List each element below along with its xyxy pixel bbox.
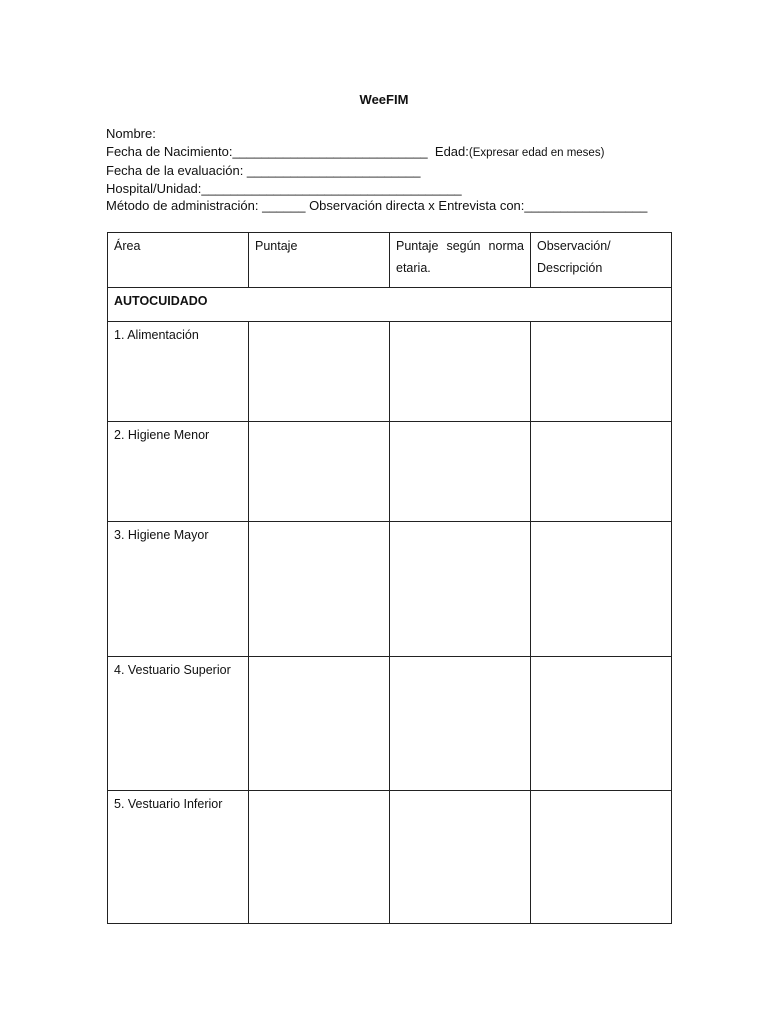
header-area: Área <box>108 233 249 288</box>
field-edad-note: (Expresar edad en meses) <box>468 146 605 159</box>
norma-cell[interactable] <box>390 422 531 522</box>
observacion-cell[interactable] <box>531 657 672 791</box>
observacion-cell[interactable] <box>531 322 672 422</box>
observacion-cell[interactable] <box>531 791 672 924</box>
field-fecha-nacimiento-line <box>106 143 647 163</box>
header-puntaje-norma: Puntaje según norma etaria. <box>390 233 531 288</box>
puntaje-cell[interactable] <box>249 657 390 791</box>
norma-cell[interactable] <box>390 657 531 791</box>
row-label: 3. Higiene Mayor <box>108 522 249 657</box>
header-puntaje: Puntaje <box>249 233 390 288</box>
table-row <box>108 791 672 924</box>
field-nombre: Nombre: <box>106 126 156 141</box>
puntaje-cell[interactable] <box>249 322 390 422</box>
header-observacion: Observación/ Descripción <box>531 233 672 288</box>
field-metodo: Método de administración: ______ Observación directa x Entrevista con:_________________ <box>106 198 648 213</box>
table-row <box>108 422 672 522</box>
field-fecha-evaluacion: Fecha de la evaluación: ________________________ <box>106 163 421 178</box>
puntaje-cell[interactable] <box>249 791 390 924</box>
evaluation-table <box>107 232 672 924</box>
observacion-cell[interactable] <box>531 422 672 522</box>
norma-cell[interactable] <box>390 322 531 422</box>
table-header-row <box>108 233 672 288</box>
observacion-cell[interactable] <box>531 522 672 657</box>
field-fecha-nacimiento: Fecha de Nacimiento:___________________________ <box>106 143 428 159</box>
table-row <box>108 522 672 657</box>
table-row <box>108 322 672 422</box>
header-fields <box>106 125 647 215</box>
row-label: 1. Alimentación <box>108 322 249 422</box>
document-title: WeeFIM <box>359 92 409 107</box>
norma-cell[interactable] <box>390 791 531 924</box>
section-autocuidado: AUTOCUIDADO <box>108 288 672 322</box>
row-label: 4. Vestuario Superior <box>108 657 249 791</box>
field-edad-label: Edad: <box>434 143 469 159</box>
row-label: 2. Higiene Menor <box>108 422 249 522</box>
puntaje-cell[interactable] <box>249 522 390 657</box>
section-row <box>108 288 672 322</box>
row-label: 5. Vestuario Inferior <box>108 791 249 924</box>
field-hospital: Hospital/Unidad:____________________________________ <box>106 180 462 196</box>
puntaje-cell[interactable] <box>249 422 390 522</box>
norma-cell[interactable] <box>390 522 531 657</box>
table-row <box>108 657 672 791</box>
